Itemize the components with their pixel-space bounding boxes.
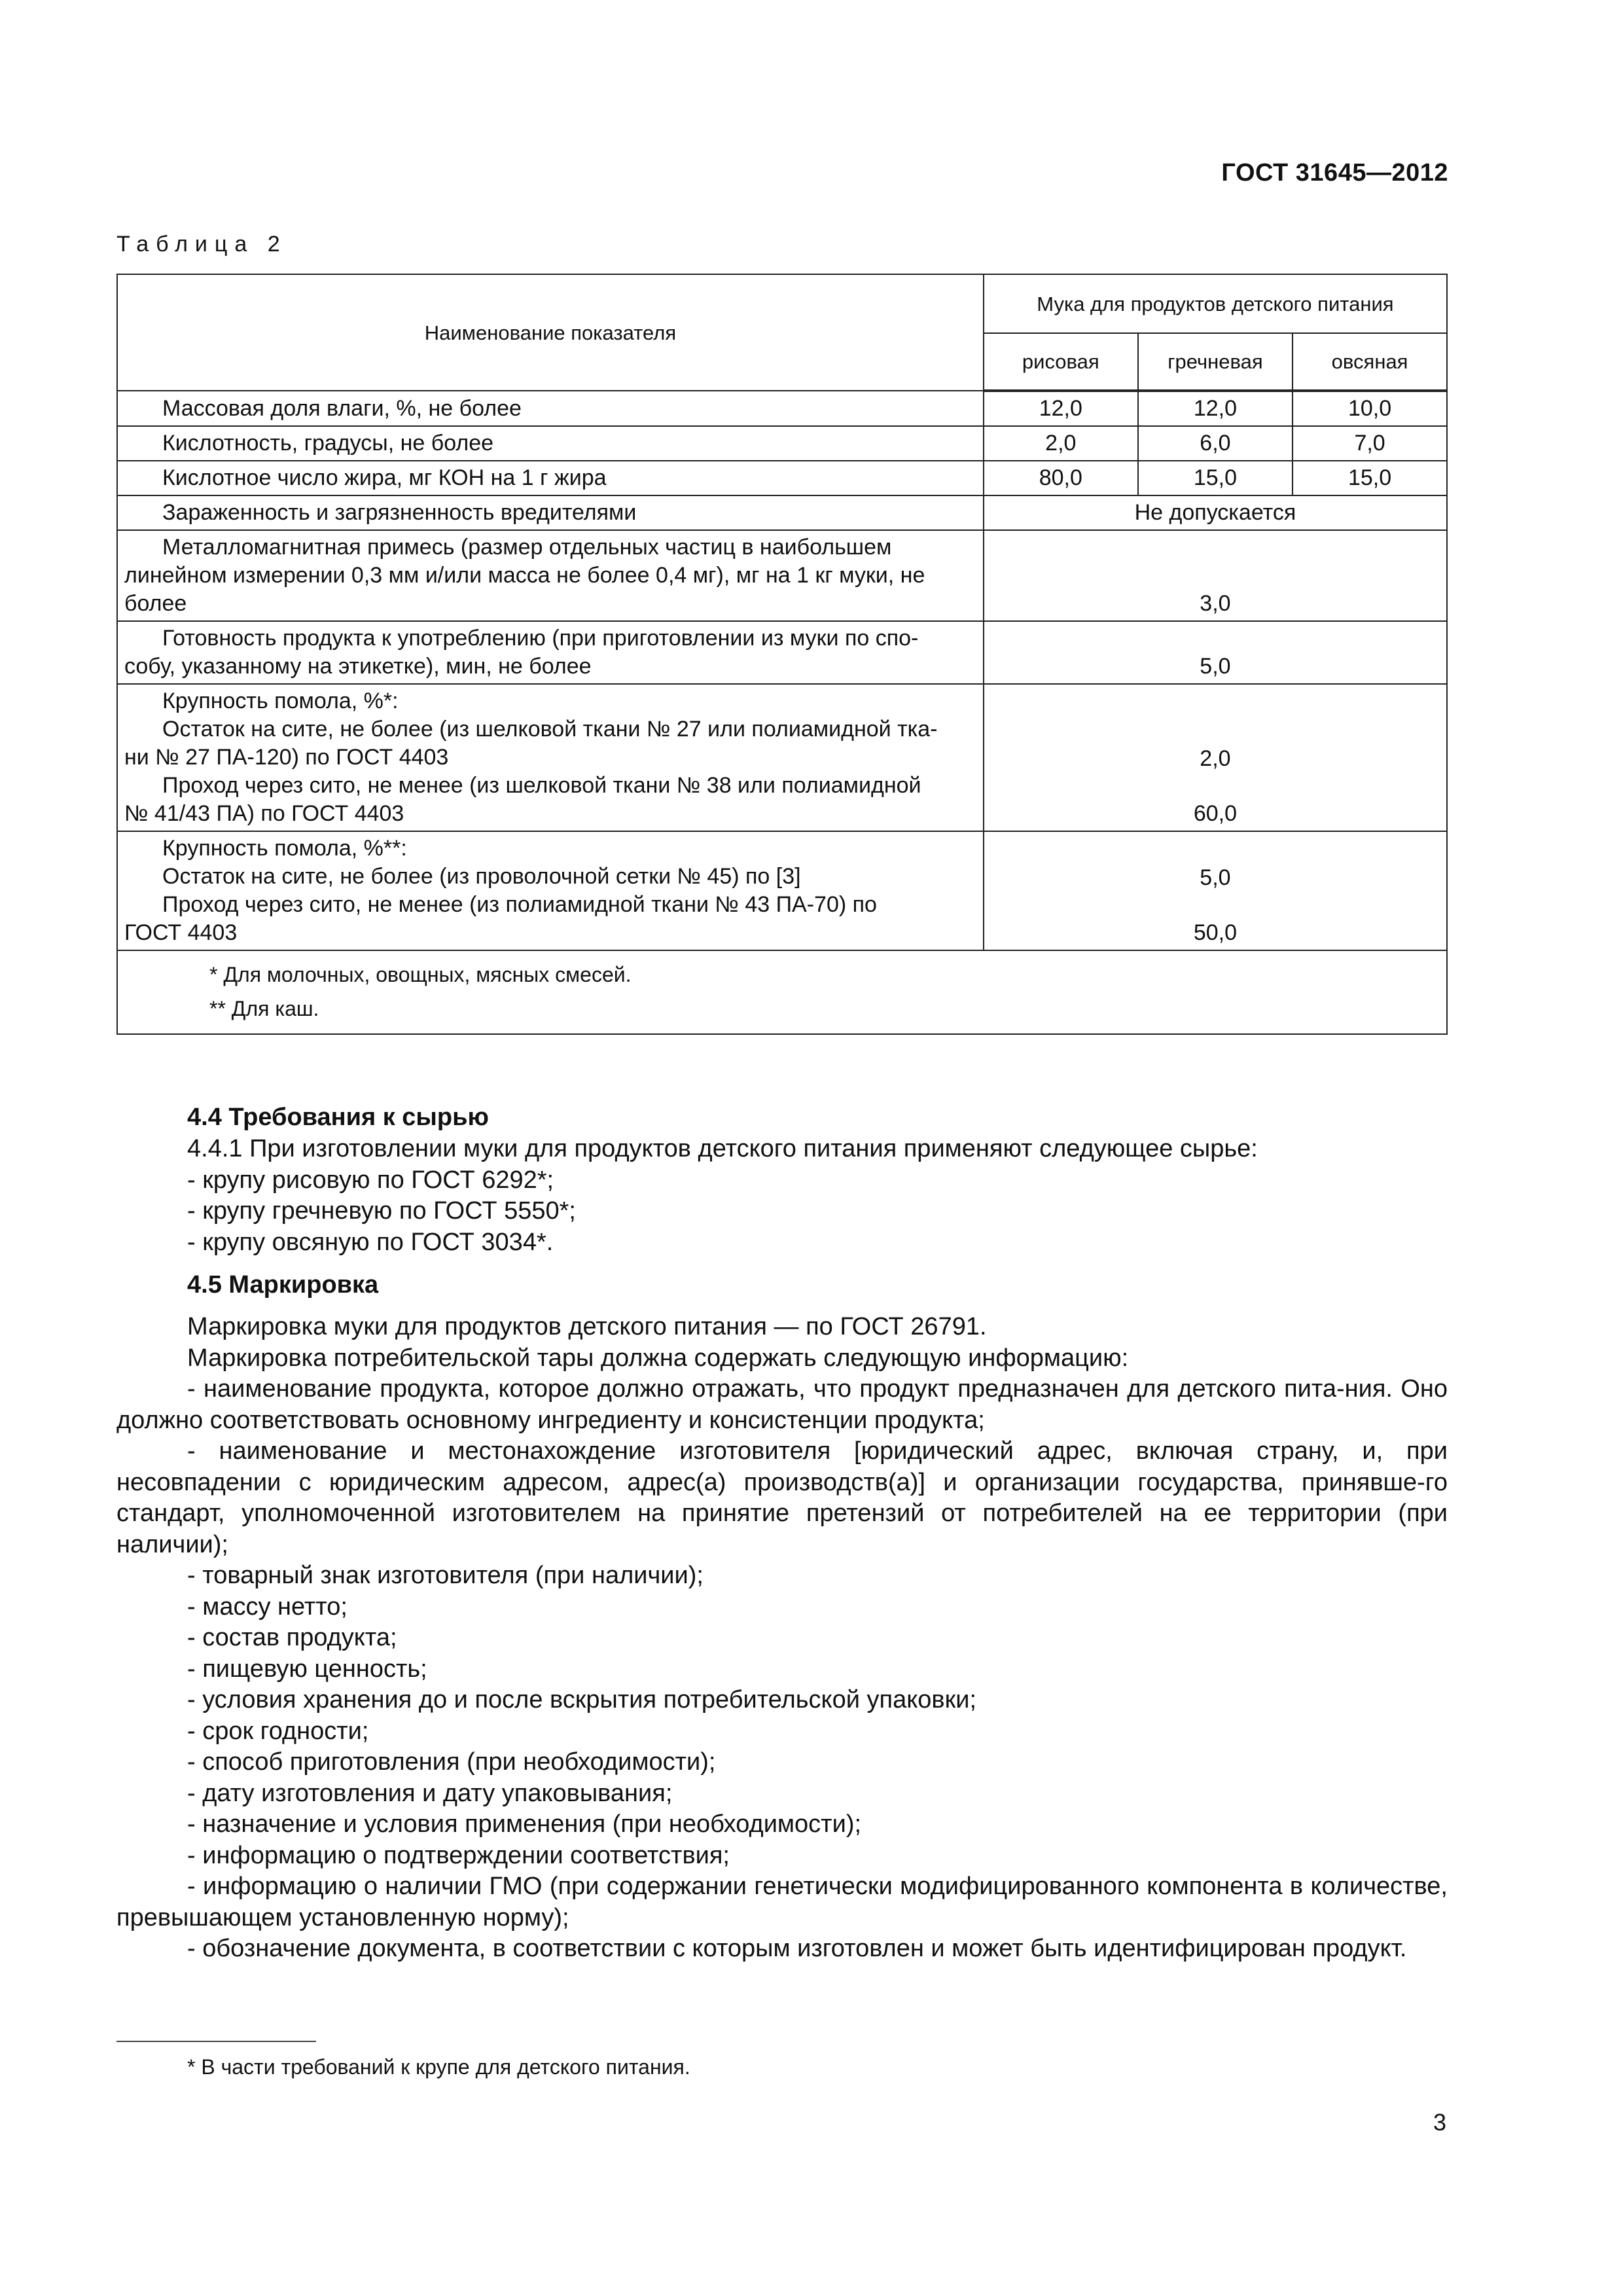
row-name: Зараженность и загрязненность вредителями xyxy=(117,495,984,530)
cell-value: 10,0 xyxy=(1293,391,1447,426)
list-item: - условия хранения до и после вскрытия потребительской упаковки; xyxy=(187,1686,977,1713)
list-item: - массу нетто; xyxy=(187,1592,348,1621)
row-name-line: Остаток на сите, не более (из проволочной сетки № 45) по [3] xyxy=(162,864,801,889)
list-item: - информацию о подтверждении соответствия; xyxy=(187,1841,730,1869)
table-caption: Таблица 2 xyxy=(116,232,287,257)
table-notes xyxy=(117,950,1447,1034)
paragraph: - наименование продукта, которое должно отражать, что продукт предназначен для детского пита-ния. Оно должно соответствовать основному ингредиенту и консистенции продукта; xyxy=(116,1375,1448,1434)
cell-value: 15,0 xyxy=(1293,461,1447,495)
document-body xyxy=(116,1101,1448,1965)
paragraph: Маркировка потребительской тары должна содержать следующую информацию: xyxy=(187,1344,1129,1372)
value-spacer xyxy=(991,892,1440,919)
footnote-divider xyxy=(116,2041,316,2042)
row-name-line: более xyxy=(124,591,187,616)
cell-value xyxy=(984,684,1447,831)
paragraph: - информацию о наличии ГМО (при содержании генетически модифицированного компонента в количестве, превышающем установленную норму); xyxy=(116,1873,1448,1931)
row-name-line: Крупность помола, %*: xyxy=(162,689,399,713)
row-name-line: Проход через сито, не менее (из шелковой ткани № 38 или полиамидной xyxy=(162,773,921,798)
cell-value: 5,0 xyxy=(984,621,1447,684)
table-row xyxy=(117,461,1447,495)
row-name-line: Металломагнитная примесь (размер отдельных частиц в наибольшем xyxy=(162,535,892,560)
paragraph: - наименование и местонахождение изготовителя [юридический адрес, включая страну, и, при несовпадении с юридическим адресом, адрес(а) производств(а)] и организации государства, принявше-го стандарт, уполномоченной изготовителем на принятие претензий от потребителей на ее территории (при наличии); xyxy=(116,1437,1448,1558)
list-item: - пищевую ценность; xyxy=(187,1655,427,1683)
subheader-buckwheat: гречневая xyxy=(1138,333,1293,391)
table-note: * Для молочных, овощных, мясных смесей. xyxy=(209,963,632,986)
requirements-table xyxy=(116,274,1448,1035)
cell-value: Не допускается xyxy=(984,495,1447,530)
paragraph: 4.4.1 При изготовлении муки для продуктов детского питания применяют следующее сырье: xyxy=(187,1135,1258,1162)
list-item: - крупу гречневую по ГОСТ 5550*; xyxy=(187,1197,576,1225)
row-name: Кислотность, градусы, не более xyxy=(117,426,984,461)
paragraph: Маркировка муки для продуктов детского питания — по ГОСТ 26791. xyxy=(187,1313,987,1340)
table-note: ** Для каш. xyxy=(209,997,319,1020)
cell-value: 6,0 xyxy=(1138,426,1293,461)
column-group-header: Мука для продуктов детского питания xyxy=(984,274,1447,333)
row-name xyxy=(117,530,984,621)
row-name-line: Остаток на сите, не более (из шелковой ткани № 27 или полиамидной тка- xyxy=(162,717,938,742)
row-name: Массовая доля влаги, %, не более xyxy=(117,391,984,426)
list-item: - срок годности; xyxy=(187,1717,369,1745)
document-code: ГОСТ 31645—2012 xyxy=(1221,159,1448,187)
list-item: - способ приготовления (при необходимости); xyxy=(187,1748,716,1776)
footnote: * В части требований к крупе для детского питания. xyxy=(187,2055,690,2079)
list-item: - дату изготовления и дату упаковывания; xyxy=(187,1779,673,1807)
cell-value: 3,0 xyxy=(984,530,1447,621)
row-name-line: Крупность помола, %**: xyxy=(162,836,407,861)
section-heading: 4.5 Маркировка xyxy=(187,1271,379,1299)
row-name-line: № 41/43 ПА) по ГОСТ 4403 xyxy=(124,801,404,826)
table-notes-row xyxy=(117,950,1447,1034)
list-item: - крупу овсяную по ГОСТ 3034*. xyxy=(187,1228,554,1256)
cell-value: 2,0 xyxy=(984,426,1138,461)
list-item: - товарный знак изготовителя (при наличии); xyxy=(187,1562,704,1589)
value-line: 5,0 xyxy=(1200,865,1231,890)
row-name xyxy=(117,684,984,831)
cell-value: 7,0 xyxy=(1293,426,1447,461)
value-line: 2,0 xyxy=(1200,746,1231,771)
row-name-line: собу, указанному на этикетке), мин, не более xyxy=(124,654,592,679)
table-row xyxy=(117,391,1447,426)
row-name-line: Готовность продукта к употреблению (при приготовлении из муки по спо- xyxy=(162,626,919,651)
cell-value: 80,0 xyxy=(984,461,1138,495)
table-row xyxy=(117,621,1447,684)
table-row xyxy=(117,530,1447,621)
cell-value: 15,0 xyxy=(1138,461,1293,495)
row-name xyxy=(117,831,984,950)
table-row xyxy=(117,426,1447,461)
value-line: 50,0 xyxy=(1193,920,1238,945)
value-spacer xyxy=(991,773,1440,800)
list-item: - состав продукта; xyxy=(187,1624,397,1651)
table-row xyxy=(117,495,1447,530)
row-name-line: ни № 27 ПА-120) по ГОСТ 4403 xyxy=(124,745,449,770)
cell-value: 12,0 xyxy=(984,391,1138,426)
list-item: - назначение и условия применения (при необходимости); xyxy=(187,1810,862,1838)
column-header-indicator: Наименование показателя xyxy=(117,274,984,391)
row-name xyxy=(117,621,984,684)
subheader-rice: рисовая xyxy=(984,333,1138,391)
row-name-line: ГОСТ 4403 xyxy=(124,920,238,945)
subheader-oat: овсяная xyxy=(1293,333,1447,391)
row-name-line: линейном измерении 0,3 мм и/или масса не более 0,4 мг), мг на 1 кг муки, не xyxy=(124,563,925,588)
cell-value xyxy=(984,831,1447,950)
list-item: - крупу рисовую по ГОСТ 6292*; xyxy=(187,1166,554,1194)
table-row xyxy=(117,831,1447,950)
section-heading: 4.4 Требования к сырью xyxy=(187,1103,489,1131)
value-line: 60,0 xyxy=(1193,801,1238,826)
row-name: Кислотное число жира, мг КОН на 1 г жира xyxy=(117,461,984,495)
row-name-line: Проход через сито, не менее (из полиамидной ткани № 43 ПА-70) по xyxy=(162,892,877,917)
paragraph: - обозначение документа, в соответствии с которым изготовлен и может быть идентифицирован продукт. xyxy=(187,1935,1407,1962)
page-number: 3 xyxy=(1433,2109,1446,2136)
cell-value: 12,0 xyxy=(1138,391,1293,426)
table-row xyxy=(117,684,1447,831)
